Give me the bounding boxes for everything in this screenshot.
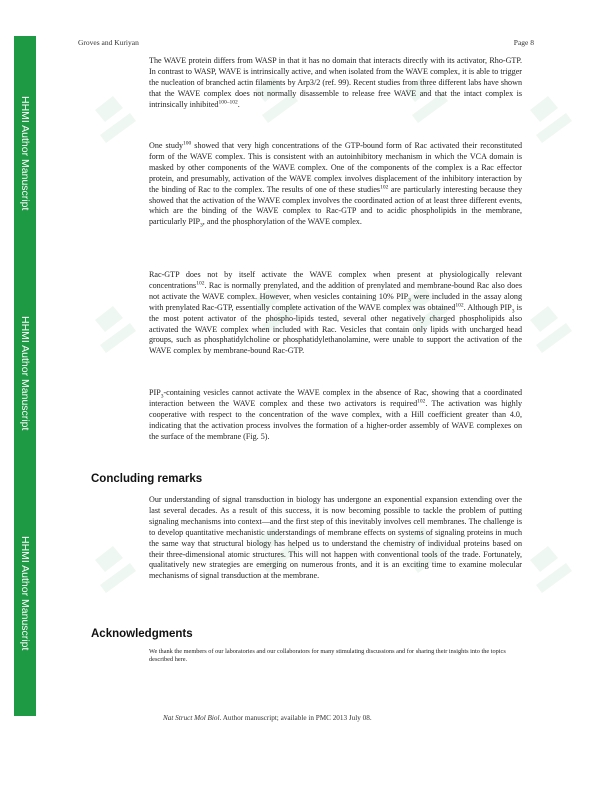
header-page-number: Page 8: [513, 38, 534, 47]
paragraph-concluding: Our understanding of signal transduction in biology has undergone an exponential expansion extending over the last several decades. As a result of this success, it is now becoming possible to tackle the problem of putting signaling mechanisms into context—and the first step of this inevitably involves cell membranes. The challenge is to develop quantitative mechanistic understandings of membrane effects on systems of signaling proteins in much the same way that structural biology has helped us to understand the chemistry of individual proteins based on their three-dimensional atomic structures. This will not happen with conventional tools of the trade. Fortunately, qualitatively new strategies are emerging on numerous fronts, and it is an exciting time to examine molecular mechanisms of signal transduction at the membrane.: [149, 495, 522, 581]
footer-citation: [163, 714, 372, 722]
footer-availability: . Author manuscript; available in PMC 2013 July 08.: [219, 714, 372, 722]
paragraph-one-study: One study$^{100}$ showed that very high concentrations of the GTP-bound form of Rac activated their reconstituted form of the WAVE complex. This is consistent with an autoinhibitory mechanism in which the VCA domain is masked by other components of the WAVE complex. One of the components of the complex is a Rac effector protein, and presumably, activation of the WAVE complex involves displacement of the inhibitory interaction by the binding of Rac to the complex. The results of one of these studies$^{102}$ are particularly interesting because they showed that the activation of the WAVE complex involves the coordinated action of at least three different events, which are the binding of the WAVE complex to Rac-GTP and to acidic phospholipids in the membrane, particularly $PIP_3$, and the phosphorylation of the WAVE complex.: [149, 140, 523, 229]
heading-concluding-remarks: Concluding remarks: [91, 473, 203, 485]
footer-journal: Nat Struct Mol Biol: [163, 714, 220, 722]
paragraph-rac-gtp: Rac-GTP does not by itself activate the WAVE complex when present at physiologically relevant concentrations$^{102}$. Rac is normally prenylated, and the addition of prenylated and membrane-bound Rac also does not activate the WAVE complex. However, when vesicles containing 10% $PIP_3$ were included in the assay along with prenylated Rac-GTP, essentially complete activation of the WAVE complex was obtained$^{102}$. Although $PIP_3$ is the most potent activator of the phospho-lipids tested, several other negatively charged phospholipids also activated the WAVE complex when included with Rac. Vesicles that contain only lipids with uncharged head groups, such as phosphatidylcholine or phosphatidylethanolamine, were unable to support the activation of the WAVE complex by membrane-bound Rac-GTP.: [149, 270, 523, 356]
header-authors: Groves and Kuriyan: [78, 38, 139, 47]
paragraph-pip3-vesicles: $PIP_3$-containing vesicles cannot activate the WAVE complex in the absence of Rac, showing that a coordinated interaction between the WAVE complex and these two activators is required$^{102}$. The activation was highly cooperative with respect to the concentration of the wave complex, with a Hill coefficient greater than 4.0, indicating that the activation process involves the formation of a higher-order assembly of WAVE complexes on the surface of the membrane (Fig. 5).: [149, 388, 522, 441]
paragraph-acknowledgments: We thank the members of our laboratories and our collaborators for many stimulating discussions and for sharing their insights into the topics described here.: [149, 648, 506, 664]
heading-acknowledgments: Acknowledgments: [91, 628, 193, 640]
paragraph-wave-protein: The WAVE protein differs from WASP in that it has no domain that interacts directly with its activator, Rho-GTP. In contrast to WASP, WAVE is intrinsically active, and when isolated from the WAVE complex, it is able to trigger the nucleation of branched actin filaments by Arp3/2 (ref. 99). Recent studies from three different labs have shown that the WAVE complex does not normally disassemble to release free WAVE and that the intact complex is intrinsically inhibited$^{100-102}$.: [149, 56, 522, 109]
hhmi-sidebar: HHMI Author Manuscript HHMI Author Manuscript HHMI Author Manuscript: [14, 36, 36, 716]
